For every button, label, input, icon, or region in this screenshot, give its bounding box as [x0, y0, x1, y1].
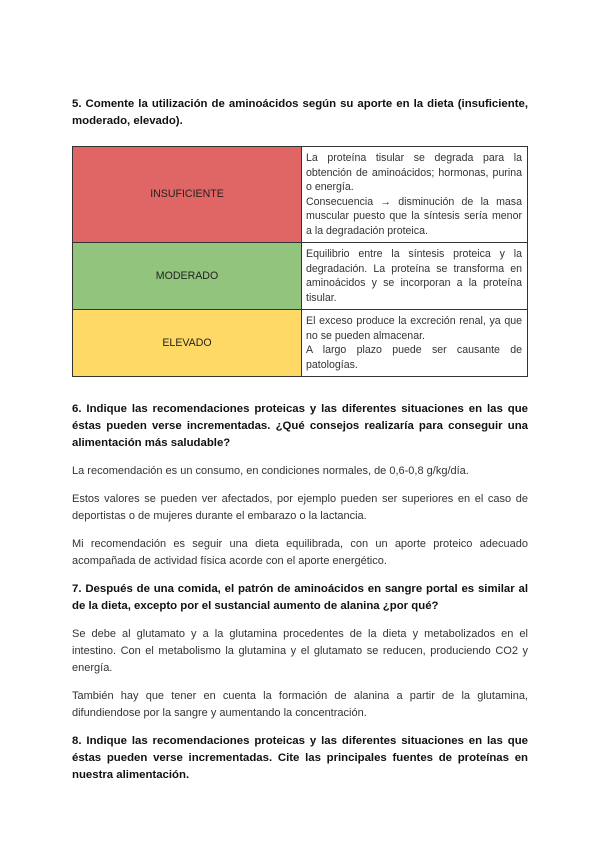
- question-6: 6. Indique las recomendaciones proteicas y las diferentes situaciones en las que éstas pueden verse incrementadas. ¿Qué consejos realizaría para conseguir una alimentación más saludable?: [72, 403, 528, 449]
- row-description: [302, 243, 528, 310]
- description-line: Equilibrio entre la síntesis proteica y la degradación. La proteína se transforma en aminoácidos y se incorporan a la proteína tisular.: [306, 248, 522, 304]
- amino-acid-intake-table: [72, 146, 528, 377]
- row-description: [302, 147, 528, 243]
- answer-paragraph: La recomendación es un consumo, en condiciones normales, de 0,6-0,8 g/kg/día.: [72, 465, 469, 477]
- question-5: 5. Comente la utilización de aminoácidos según su aporte en la dieta (insuficiente, moderado, elevado).: [72, 98, 528, 127]
- table-row: [73, 310, 528, 377]
- description-line: La proteína tisular se degrada para la obtención de aminoácidos; hormonas, purina o energía.: [306, 152, 522, 193]
- answer-paragraph: También hay que tener en cuenta la formación de alanina a partir de la glutamina, difundiendose por la sangre y aumentando la concentración.: [72, 690, 528, 719]
- description-line: El exceso produce la excreción renal, ya que no se pueden almacenar.: [306, 315, 522, 342]
- answer-paragraph: Estos valores se pueden ver afectados, por ejemplo pueden ser superiores en el caso de deportistas o de mujeres durante el embarazo o la lactancia.: [72, 493, 528, 522]
- question-8: 8. Indique las recomendaciones proteicas y las diferentes situaciones en las que éstas pueden verse incrementadas. Cite las principales fuentes de proteínas en nuestra alimentación.: [72, 735, 528, 781]
- table-row: [73, 147, 528, 243]
- answer-paragraph: Se debe al glutamato y a la glutamina procedentes de la dieta y metabolizados en el intestino. Con el metabolismo la glutamina y el glutamato se reducen, produciendo CO2 y energía.: [72, 628, 528, 674]
- row-description: [302, 310, 528, 377]
- row-label-elevado: ELEVADO: [73, 310, 302, 377]
- question-7: 7. Después de una comida, el patrón de aminoácidos en sangre portal es similar al de la dieta, excepto por el sustancial aumento de alanina ¿por qué?: [72, 583, 528, 612]
- document-page: [72, 96, 528, 784]
- answer-paragraph: Mi recomendación es seguir una dieta equilibrada, con un aporte proteico adecuado acompañada de actividad física acorde con el aporte energético.: [72, 538, 528, 567]
- row-label-insuficiente: INSUFICIENTE: [73, 147, 302, 243]
- row-label-moderado: MODERADO: [73, 243, 302, 310]
- description-line: A largo plazo puede ser causante de patologías.: [306, 344, 522, 371]
- description-line: Consecuencia → disminución de la masa muscular puesto que la síntesis sería menor a la degradación proteica.: [306, 195, 522, 237]
- table-row: [73, 243, 528, 310]
